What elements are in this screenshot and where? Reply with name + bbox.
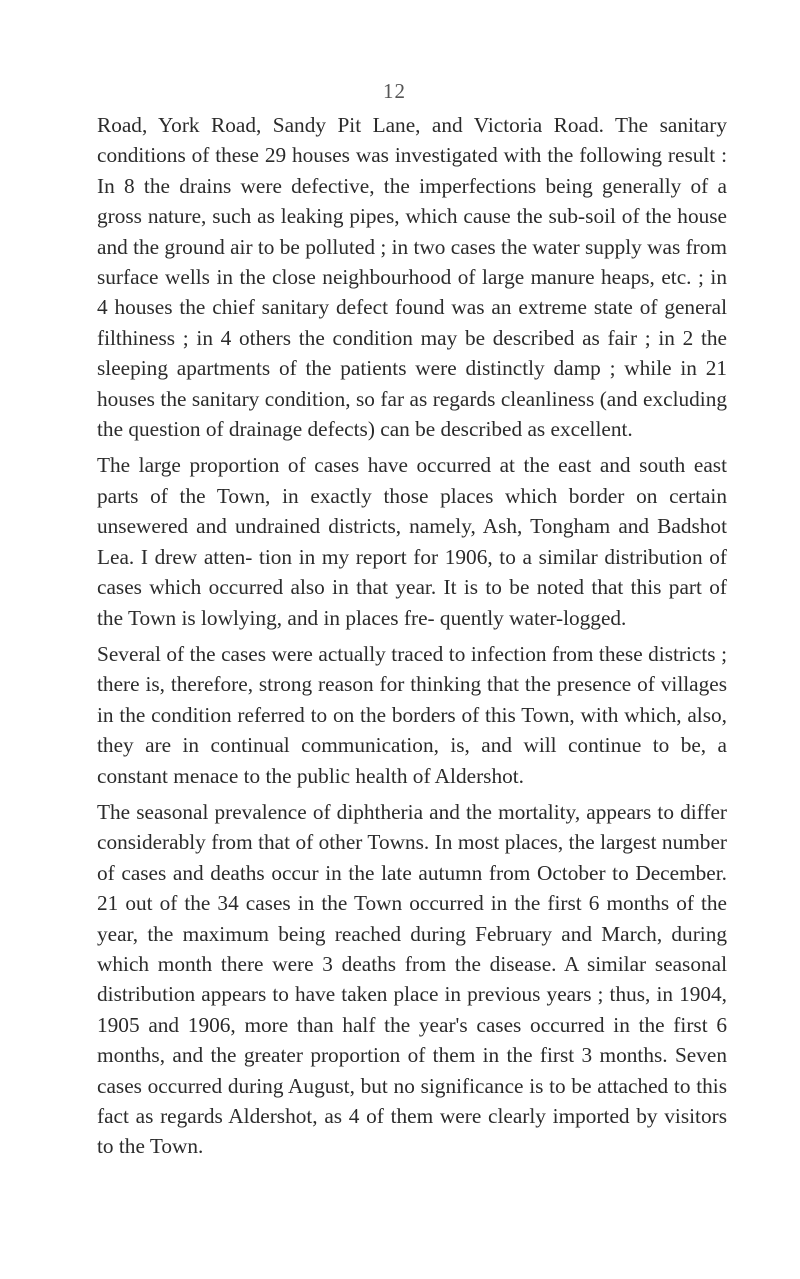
paragraph-sanitary-conditions: Road, York Road, Sandy Pit Lane, and Victoria Road. The sanitary conditions of these 29 houses was investigated with the following result : In 8 the drains were defective, the imperfections being generally of a gross nature, such as leaking pipes, which cause the sub-soil of the house and the ground air to be polluted ; in two cases the water supply was from surface wells in the close neighbourhood of large manure heaps, etc. ; in 4 houses the chief sanitary defect found was an extreme state of general filthiness ; in 4 others the condition may be described as fair ; in 2 the sleeping apartments of the patients were distinctly damp ; while in 21 houses the sanitary condition, so far as regards cleanliness (and excluding the question of drainage defects) can be described as excellent. xyxy=(97,113,727,442)
body-text xyxy=(97,110,727,1162)
paragraph-infection-source: Several of the cases were actually traced to infection from these districts ; there is, therefore, strong reason for thinking that the presence of villages in the condition referred to on the borders of this Town, with which, also, they are in continual communication, is, and will continue to be, a constant menace to the public health of Aldershot. xyxy=(97,641,727,788)
paragraph-east-distribution: The large proportion of cases have occurred at the east and south east parts of the Town, in exactly those places which border on certain unsewered and undrained districts, namely, Ash, Tongham and Badshot Lea. I drew atten- tion in my report for 1906, to a similar distribution of cases which occurred also in that year. It is to be noted that this part of the Town is lowlying, and in places fre- quently water-logged. xyxy=(97,453,727,630)
page-number: 12 xyxy=(383,79,406,103)
paragraph-seasonal-prevalence: The seasonal prevalence of diphtheria and the mortality, appears to differ considerably from that of other Towns. In most places, the largest number of cases and deaths occur in the late autumn from October to December. 21 out of the 34 cases in the Town occurred in the first 6 months of the year, the maximum being reached during February and March, during which month there were 3 deaths from the disease. A similar seasonal distribution appears to have taken place in previous years ; thus, in 1904, 1905 and 1906, more than half the year's cases occurred in the first 6 months, and the greater proportion of them in the first 3 months. Seven cases occurred during August, but no significance is to be attached to this fact as regards Aldershot, as 4 of them were clearly imported by visitors to the Town. xyxy=(97,799,727,1159)
